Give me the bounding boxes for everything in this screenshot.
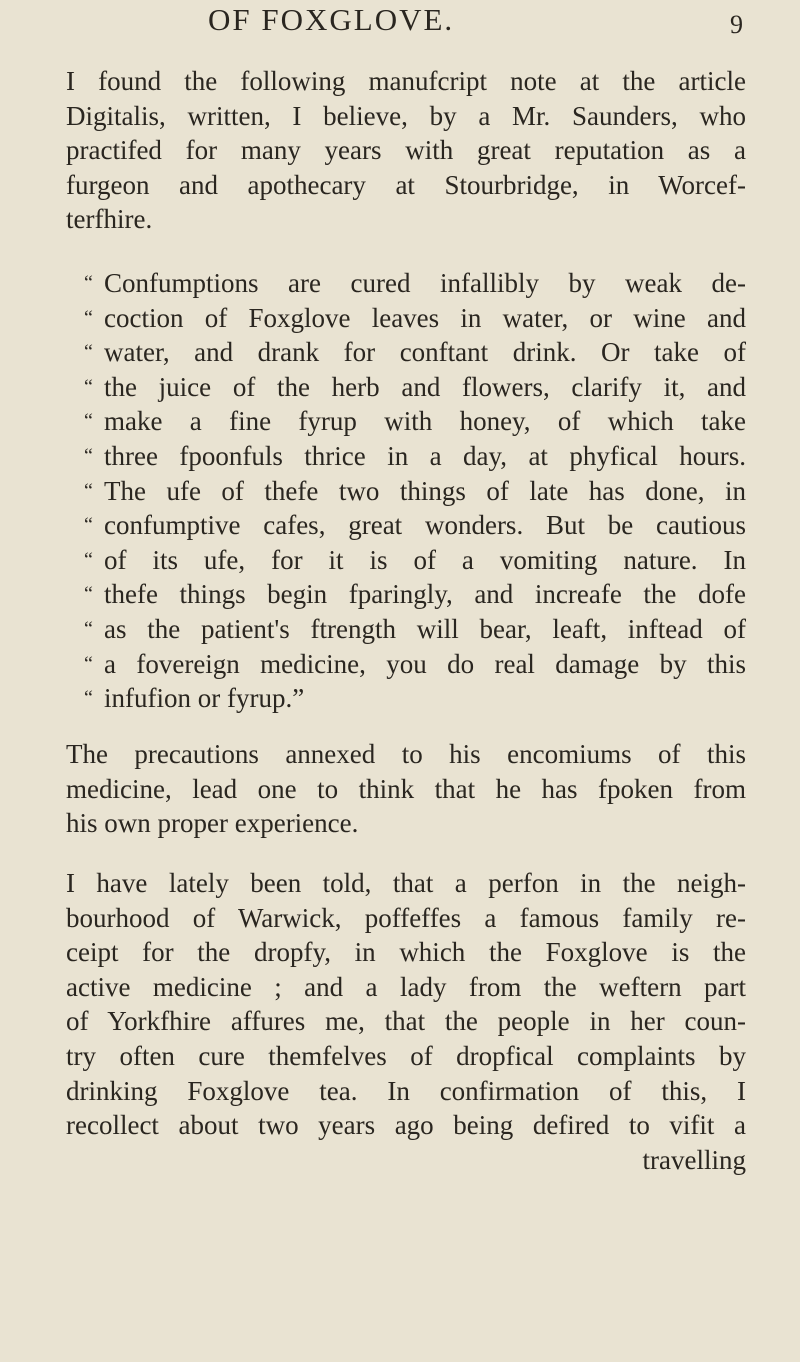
quote-text: confumptive cafes, great wonders. But be cautious	[104, 510, 746, 541]
quote-line	[66, 508, 746, 543]
quote-mark: “	[84, 514, 93, 537]
text-line: his own proper experience.	[66, 808, 359, 839]
paragraph-3	[66, 866, 746, 1177]
quote-mark: “	[84, 548, 93, 571]
quote-text: Confumptions are cured infallibly by weak de-	[104, 268, 746, 298]
text-line: I have lately been told, that a perfon in the neigh-	[66, 868, 746, 898]
text-line: practifed for many years with great reputation as a	[66, 135, 746, 166]
quote-line	[66, 404, 746, 439]
text-line: medicine, lead one to think that he has fpoken from	[66, 773, 746, 804]
quote-mark: “	[84, 341, 93, 364]
text-line: recollect about two years ago being defired to vifit a	[66, 1110, 746, 1141]
quote-text: a fovereign medicine, you do real damage by this	[104, 648, 746, 679]
quote-line	[66, 647, 746, 682]
quote-mark: “	[84, 444, 93, 467]
text-line: Digitalis, written, I believe, by a Mr. Saunders, who	[66, 100, 746, 131]
paragraph-2	[66, 737, 746, 841]
quote-text: water, and drank for conftant drink. Or take of	[104, 337, 746, 368]
quote-mark: “	[84, 617, 93, 640]
running-title: OF FOXGLOVE.	[208, 2, 455, 37]
page-number: 9	[730, 10, 745, 39]
quote-line	[66, 474, 746, 509]
quote-mark: “	[84, 687, 93, 710]
quote-mark: “	[84, 583, 93, 606]
quote-text: three fpoonfuls thrice in a day, at phyfical hours.	[104, 440, 746, 471]
text-line: ceipt for the dropfy, in which the Foxglove is the	[66, 937, 746, 968]
text-line: terfhire.	[66, 204, 153, 235]
quote-line	[66, 335, 746, 370]
quote-mark: “	[84, 375, 93, 398]
quote-line	[66, 266, 746, 301]
quote-text: of its ufe, for it is of a vomiting nature. In	[104, 544, 746, 575]
text-line: The precautions annexed to his encomiums of this	[66, 739, 746, 769]
text-line: active medicine ; and a lady from the weftern part	[66, 971, 746, 1002]
quote-line	[66, 439, 746, 474]
text-line: furgeon and apothecary at Stourbridge, in Worcef-	[66, 169, 746, 200]
quote-text: coction of Foxglove leaves in water, or wine and	[104, 302, 746, 333]
text-line: of Yorkfhire affures me, that the people in her coun-	[66, 1006, 746, 1037]
quote-mark: “	[84, 272, 93, 294]
quote-text: as the patient's ftrength will bear, leaft, inftead of	[104, 613, 746, 644]
quote-line	[66, 301, 746, 336]
catchword: travelling	[642, 1144, 746, 1175]
text-line: drinking Foxglove tea. In confirmation of this, I	[66, 1075, 746, 1106]
quote-text: infufion or fyrup.”	[104, 683, 305, 714]
quote-mark: “	[84, 306, 93, 329]
quote-text: make a fine fyrup with honey, of which take	[104, 406, 746, 437]
quote-mark: “	[84, 652, 93, 675]
quote-mark: “	[84, 479, 93, 502]
quote-line	[66, 612, 746, 647]
quote-text: the juice of the herb and flowers, clarify it, and	[104, 371, 746, 402]
text-line: bourhood of Warwick, poffeffes a famous family re-	[66, 902, 746, 933]
quote-mark: “	[84, 410, 93, 433]
running-header	[0, 2, 800, 46]
quote-line	[66, 543, 746, 578]
quote-text: The ufe of thefe two things of late has done, in	[104, 475, 746, 506]
quote-line	[66, 577, 746, 612]
quotation-block	[66, 266, 746, 716]
quote-line	[66, 681, 746, 716]
quote-text: thefe things begin fparingly, and increafe the dofe	[104, 579, 746, 610]
quote-line	[66, 370, 746, 405]
paragraph-1	[66, 64, 746, 237]
text-line: try often cure themfelves of dropfical complaints by	[66, 1040, 746, 1071]
text-line: I found the following manufcript note at the article	[66, 66, 746, 96]
